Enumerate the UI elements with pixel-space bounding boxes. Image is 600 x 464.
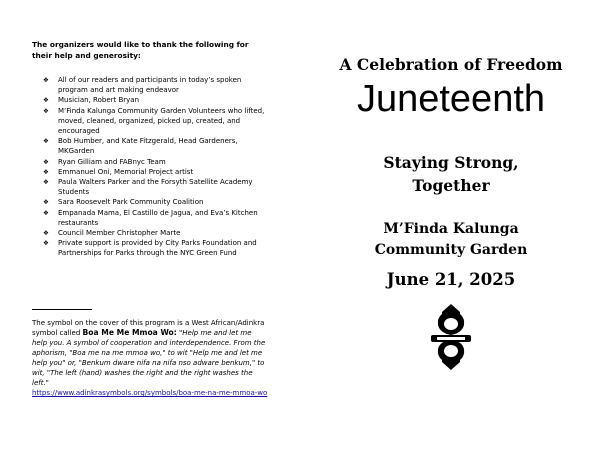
diamond-bullet-icon: ❖ [43,76,49,84]
symbol-note [32,318,268,398]
list-item: ❖ Bob Humber, and Kate Fitzgerald, Head Gardeners, MKGarden [43,137,238,156]
diamond-bullet-icon: ❖ [43,239,49,248]
diamond-bullet-icon: ❖ [43,96,49,105]
list-item: ❖ Sara Roosevelt Park Community Coalition [43,198,204,207]
list-item: ❖ Musician, Robert Bryan [43,96,140,105]
list-item: ❖ All of our readers and participants in today’s spoken program and art making endeavor [43,76,242,95]
garden-name: M’Finda Kalunga Community Garden [374,221,528,258]
symbol-name: Boa Me Me Mmoa Wo: [82,328,177,337]
list-item: ❖ Emmanuel Oni, Memorial Project artist [43,167,194,176]
boa-me-mmoa-wo-symbol-icon [428,302,474,372]
diamond-bullet-icon: ❖ [43,229,49,238]
list-item: ❖ Private support is provided by City Parks Foundation and Partnerships for Parks through the NYC Green Fund [43,239,257,258]
list-item: ❖ Council Member Christopher Marte [43,229,181,238]
diamond-bullet-icon: ❖ [43,208,49,217]
symbol-note-intro: The symbol on the cover of this program is a West African/Adinkra symbol called [32,319,265,337]
adinkra-link[interactable]: https://www.adinkrasymbols.org/symbols/boa-me-na-me-mmoa-wo [32,389,268,397]
list-item: ❖ M’Finda Kalunga Community Garden Volunteers who lifted, moved, cleaned, organized, picked up, created, and encouraged [43,106,265,136]
diamond-bullet-icon: ❖ [43,106,49,115]
cover-subtitle: A Celebration of Freedom [339,55,563,74]
diamond-bullet-icon: ❖ [43,137,49,146]
thanks-list [32,75,268,259]
list-item: ❖ Empanada Mama, El Castillo de Jagua, and Eva’s Kitchen restaurants [43,208,258,227]
diamond-bullet-icon: ❖ [43,157,49,166]
symbol-quote: "Help me and let me help you. A symbol of cooperation and interdependence. From the aphorism, "Boa me na me mmoa wo," to wit "Help me and let me help you" or, "Benkum dware nifa na nifa nso adware benkum," to wit, "The left (hand) washes the right and the right washes the left." [32,329,266,387]
acknowledgements-heading: The organizers would like to thank the following for their help and generosity: [32,40,249,60]
diamond-bullet-icon: ❖ [43,178,49,187]
footnote-divider [32,309,92,310]
cover-title: Juneteenth [356,78,546,120]
acknowledgements-panel [32,40,268,259]
cover-tagline: Staying Strong, Together [383,153,519,195]
diamond-bullet-icon: ❖ [43,198,49,207]
list-item: ❖ Paula Walters Parker and the Forsyth Satellite Academy Students [43,178,253,197]
list-item: ❖ Ryan Gilliam and FABnyc Team [43,157,166,166]
diamond-bullet-icon: ❖ [43,167,49,176]
event-date: June 21, 2025 [386,270,516,289]
